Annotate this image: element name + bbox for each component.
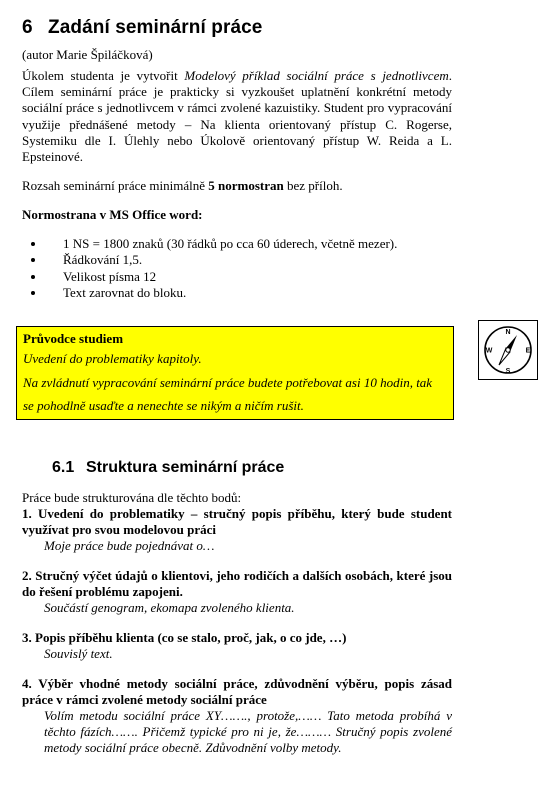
study-guide-box [16,326,454,420]
structure-item-title: 4. Výběr vhodné metody sociální práce, zdůvodnění výběru, popis zásad práce v rámci zvolené metody sociální práce [22,676,452,707]
section-number: 6.1 [52,459,75,476]
intro-text-italic: Modelový příklad sociální práce s jednotlivcem [184,68,449,83]
scope-text-bold: 5 normostran [208,178,284,193]
scope-text-end: bez příloh. [283,178,343,193]
chapter-number: 6 [22,17,33,38]
study-guide-title: Průvodce studiem [23,331,124,346]
scope-text-start: Rozsah seminární práce minimálně [22,178,209,193]
author-line: (autor Marie Špiláčková) [22,47,153,62]
list-item: 1 NS = 1800 znaků (30 řádků po cca 60 úderech, včetně mezer). [31,236,397,252]
compass-icon [478,320,538,380]
structure-item-note: Volím metodu sociální práce XY……., protože,…… Tato metoda probíhá v těchto fázích……. Přičemž typické pro ni je, že……… Stručný popis zvolené metody sociální práce obecně. Zdůvodnění volby metody. [44,708,452,755]
section-title: Struktura seminární práce [86,459,285,476]
study-guide-line: se pohodlně usaďte a nenechte se nikým a ničím rušit. [23,398,304,413]
list-item: Velikost písma 12 [31,269,397,285]
list-item: Text zarovnat do bloku. [31,285,397,301]
study-guide-line: Na zvládnutí vypracování seminární práce budete potřebovat asi 10 hodin, tak [23,374,433,390]
structure-item-3 [22,630,452,662]
intro-paragraph [22,68,452,165]
section-heading [52,459,284,477]
structure-item-1 [22,506,452,554]
study-guide-line: Uvedení do problematiky kapitoly. [23,351,202,366]
structure-item-note: Moje práce bude pojednávat o… [44,538,215,553]
structure-item-4 [22,676,452,756]
compass-w-label: W [485,347,493,355]
structure-item-note: Součástí genogram, ekomapa zvoleného klienta. [44,600,295,615]
chapter-heading [22,17,262,39]
intro-text-start: Úkolem studenta je vytvořit [22,68,185,83]
compass-e-label: E [525,347,531,355]
normostrana-list [31,236,397,302]
compass-n-label: N [505,329,511,336]
structure-item-note: Souvislý text. [44,646,113,661]
structure-item-title: 2. Stručný výčet údajů o klientovi, jeho rodičích a dalších osobách, které jsou do řešení problému zapojeni. [22,568,452,599]
chapter-title: Zadání seminární práce [48,17,263,38]
structure-item-title: 3. Popis příběhu klienta (co se stalo, proč, jak, o co jde, …) [22,630,347,645]
structure-item-title: 1. Uvedení do problematiky – stručný popis příběhu, který bude student využívat pro svou modelovou práci [22,506,452,537]
compass-icon-graphic [479,321,537,379]
list-item: Řádkování 1,5. [31,252,397,268]
section-lead: Práce bude strukturována dle těchto bodů: [22,490,242,505]
scope-paragraph [22,178,452,194]
normostrana-title: Normostrana v MS Office word: [22,207,203,222]
compass-s-label: S [505,368,511,375]
intro-text-end: . Cílem seminární práce je prakticky si vyzkoušet uplatnění konkrétní metody sociální práce s jednotlivcem v rámci zvolené kazuistiky. Student pro vypracování využije přednášené metody – Na klienta orientovaný přístup C. Rogerse, Systemiku dle I. Úlehly nebo Úkolově orientovaný přístup W. Reida a L. Epsteinové. [22,68,452,165]
structure-item-2 [22,568,452,616]
